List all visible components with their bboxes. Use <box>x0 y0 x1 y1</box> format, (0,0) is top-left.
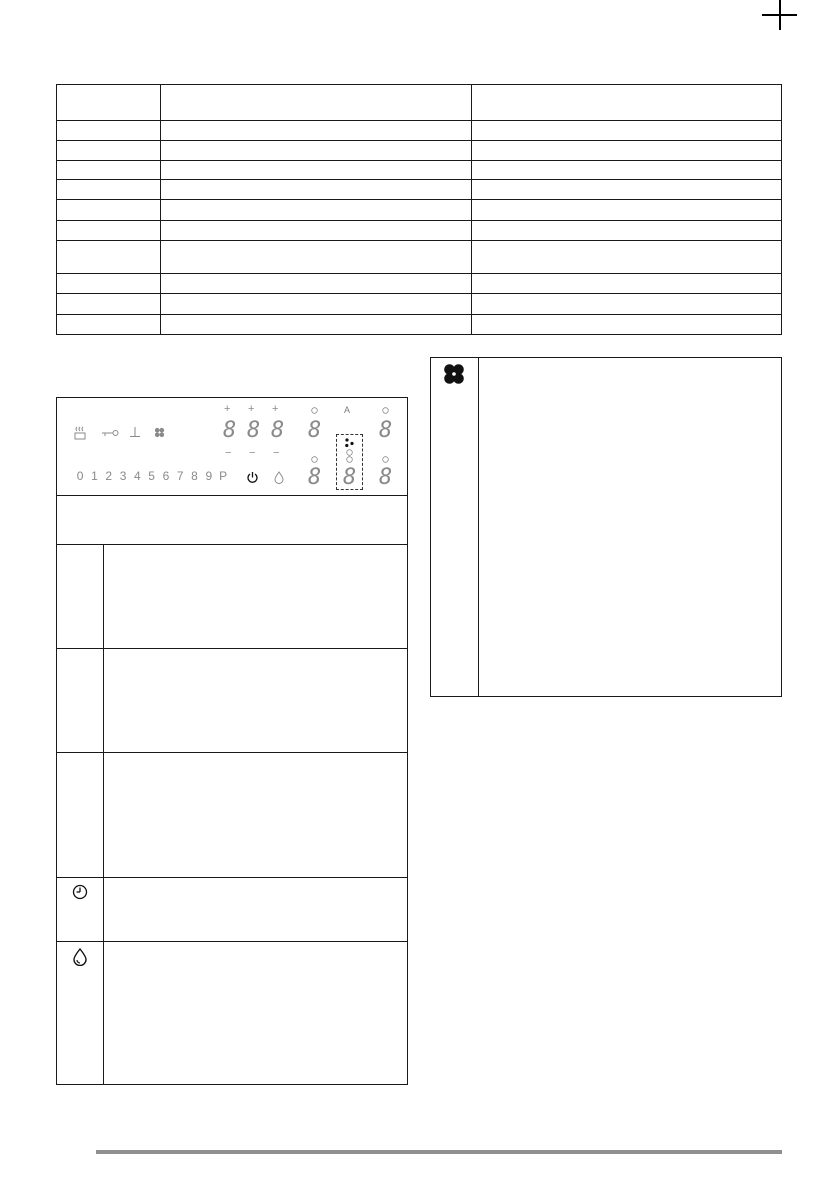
timer-display: 8 <box>379 418 393 443</box>
table-row <box>57 161 782 180</box>
timer-icon[interactable] <box>311 407 318 414</box>
clock-icon <box>72 884 88 900</box>
column-divider <box>478 358 479 696</box>
bridge-icon[interactable] <box>274 471 284 484</box>
hob-to-hood-icon[interactable] <box>344 437 355 448</box>
digit-8[interactable]: 8 <box>191 469 198 483</box>
fan-description-box <box>430 357 782 697</box>
zone-minus-button[interactable]: − <box>225 447 232 459</box>
table-row <box>57 315 782 335</box>
fan-icon <box>443 363 465 385</box>
table-row <box>57 942 408 1085</box>
table-row <box>57 180 782 200</box>
timer-display: 8 <box>308 465 322 490</box>
symbol-table <box>56 495 408 1085</box>
table-row <box>57 121 782 141</box>
fan-speed-display: 8 <box>343 465 357 490</box>
digit-3[interactable]: 3 <box>119 469 127 483</box>
table-header-row <box>57 496 408 545</box>
digit-6[interactable]: 6 <box>162 469 170 483</box>
fan-icon <box>154 427 165 438</box>
digit-0[interactable]: 0 <box>76 469 84 483</box>
timer-icon[interactable] <box>311 456 318 463</box>
digit-5[interactable]: 5 <box>148 469 155 483</box>
key-lock-icon <box>101 428 119 438</box>
table-row <box>57 141 782 161</box>
footer-rule <box>96 1150 782 1154</box>
table-header-row <box>57 85 782 121</box>
digit-9[interactable]: 9 <box>205 469 213 483</box>
crop-mark-horizontal <box>762 14 797 16</box>
zone-minus-button[interactable]: − <box>273 447 280 459</box>
timer-icon[interactable] <box>382 456 389 463</box>
table-row <box>57 221 782 241</box>
digit-7[interactable]: 7 <box>176 469 184 483</box>
power-level-display: 8 <box>247 418 261 443</box>
table-row <box>57 294 782 315</box>
table-row <box>57 753 408 878</box>
timer-icon <box>346 449 353 456</box>
zone-plus-button[interactable]: + <box>248 403 255 415</box>
auto-label: A <box>344 405 351 415</box>
drop-icon <box>73 948 87 966</box>
stop-go-icon <box>129 426 141 438</box>
digit-4[interactable]: 4 <box>133 469 141 483</box>
table-row <box>57 241 782 274</box>
power-slider-digits[interactable] <box>73 469 230 483</box>
timer-icon[interactable] <box>382 407 389 414</box>
zone-plus-button[interactable]: + <box>224 403 231 415</box>
hot-surface-icon <box>73 426 87 440</box>
digit-1[interactable]: 1 <box>91 469 98 483</box>
function-table <box>56 84 782 335</box>
zone-plus-button[interactable]: + <box>272 403 279 415</box>
table-row <box>57 649 408 753</box>
power-level-display: 8 <box>223 418 237 443</box>
control-panel-diagram <box>56 397 408 495</box>
table-row <box>57 878 408 942</box>
zone-minus-button[interactable]: − <box>249 447 256 459</box>
digit-2[interactable]: 2 <box>105 469 113 483</box>
timer-display: 8 <box>308 418 322 443</box>
power-icon[interactable] <box>246 471 259 484</box>
timer-display: 8 <box>379 465 393 490</box>
power-level-display: 8 <box>271 418 285 443</box>
table-row <box>57 200 782 221</box>
table-row <box>57 274 782 294</box>
digit-p[interactable]: P <box>219 469 228 483</box>
table-row <box>57 545 408 649</box>
